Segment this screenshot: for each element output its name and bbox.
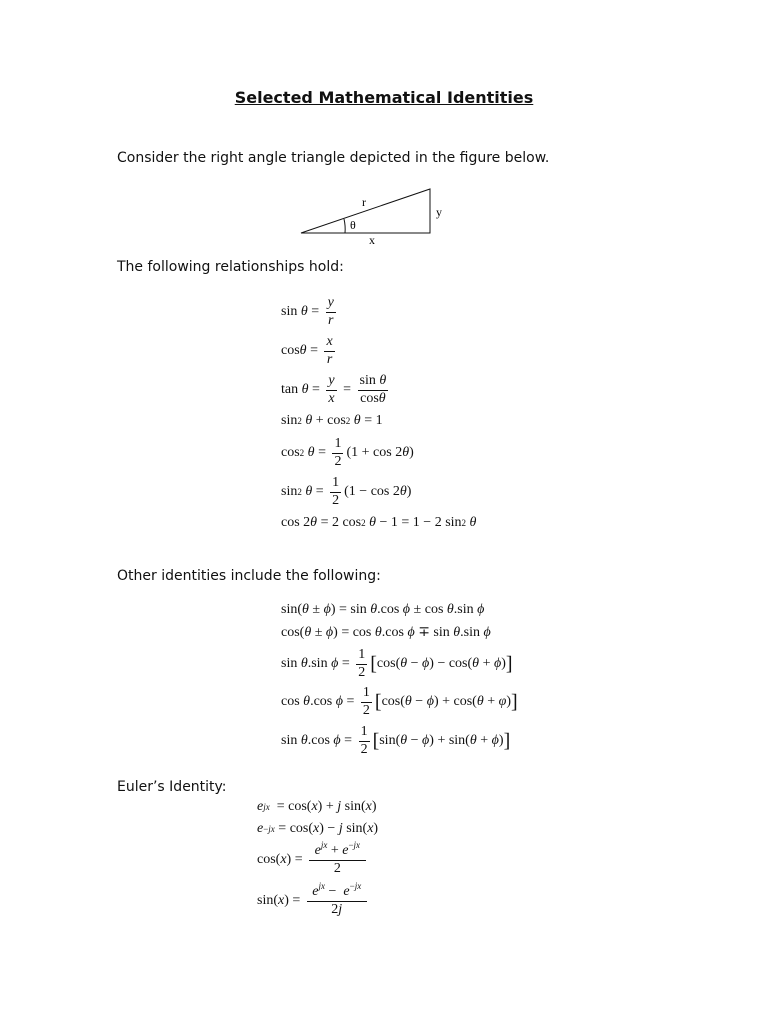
page-title: Selected Mathematical Identities [234, 88, 534, 107]
equation-sin-squared: sin 2 θ = $\frac{1}{2}$ (1 − cos 2 θ ) [281, 474, 412, 508]
intro-text: Consider the right angle triangle depicted in the figure below. [117, 150, 550, 166]
equation-pythagorean: sin 2 θ + cos 2 θ = 1 [281, 413, 383, 428]
equation-euler-cos: cos( x ) = $\frac{e^{jx} + e^{-jx}}{2}$ [257, 848, 369, 872]
equation-sin: sin θ = $\frac{y}{r}$ [281, 294, 334, 328]
other-identities-heading: Other identities include the following: [117, 568, 381, 584]
right-triangle-figure [296, 186, 456, 250]
equation-euler-negative: e −jx = cos( x ) − j sin( x ) [257, 821, 379, 836]
equation-euler-positive: e jx = cos( x ) + j sin( x ) [257, 799, 377, 814]
label-x: x [369, 233, 375, 247]
equation-euler-sin: sin( x ) = $\frac{e^{jx} - e^{-jx}}{2j}$ [257, 889, 370, 913]
equation-product-cos-cos: cos θ .cos ϕ = $\frac{1}{2}$ [ cos( θ − ϕ ) + cos( θ + φ ) ] [281, 684, 518, 718]
equation-sin-sum: sin( θ ± ϕ ) = sin θ .cos ϕ ± cos θ .sin ϕ [281, 602, 485, 617]
equation-cos: cos θ = $\frac{x}{r}$ [281, 333, 333, 367]
equation-tan: tan θ = $\frac{y}{x}$ = $\frac{\text{sin θ}}{\cos\theta}$ [281, 372, 387, 406]
label-y: y [436, 205, 442, 219]
equation-double-angle: cos 2 θ = 2 cos 2 θ − 1 = 1 − 2 sin 2 θ [281, 515, 477, 530]
equation-product-sin-cos: sin θ .cos ϕ = $\frac{1}{2}$ [ sin( θ − ϕ ) + sin( θ + ϕ ) ] [281, 723, 511, 757]
label-theta: θ [350, 218, 356, 232]
equation-cos-squared: cos 2 θ = $\frac{1}{2}$ (1 + cos 2 θ ) [281, 435, 414, 469]
equation-cos-sum: cos( θ ± ϕ ) = cos θ .cos ϕ ∓ sin θ .sin ϕ [281, 625, 491, 640]
label-r: r [362, 195, 366, 209]
equation-product-sin-sin: sin θ .sin ϕ = $\frac{1}{2}$ [ cos( θ − ϕ ) − cos( θ + ϕ ) ] [281, 646, 513, 680]
relationships-heading: The following relationships hold: [117, 259, 344, 275]
euler-heading: Euler’s Identity: [117, 779, 227, 795]
